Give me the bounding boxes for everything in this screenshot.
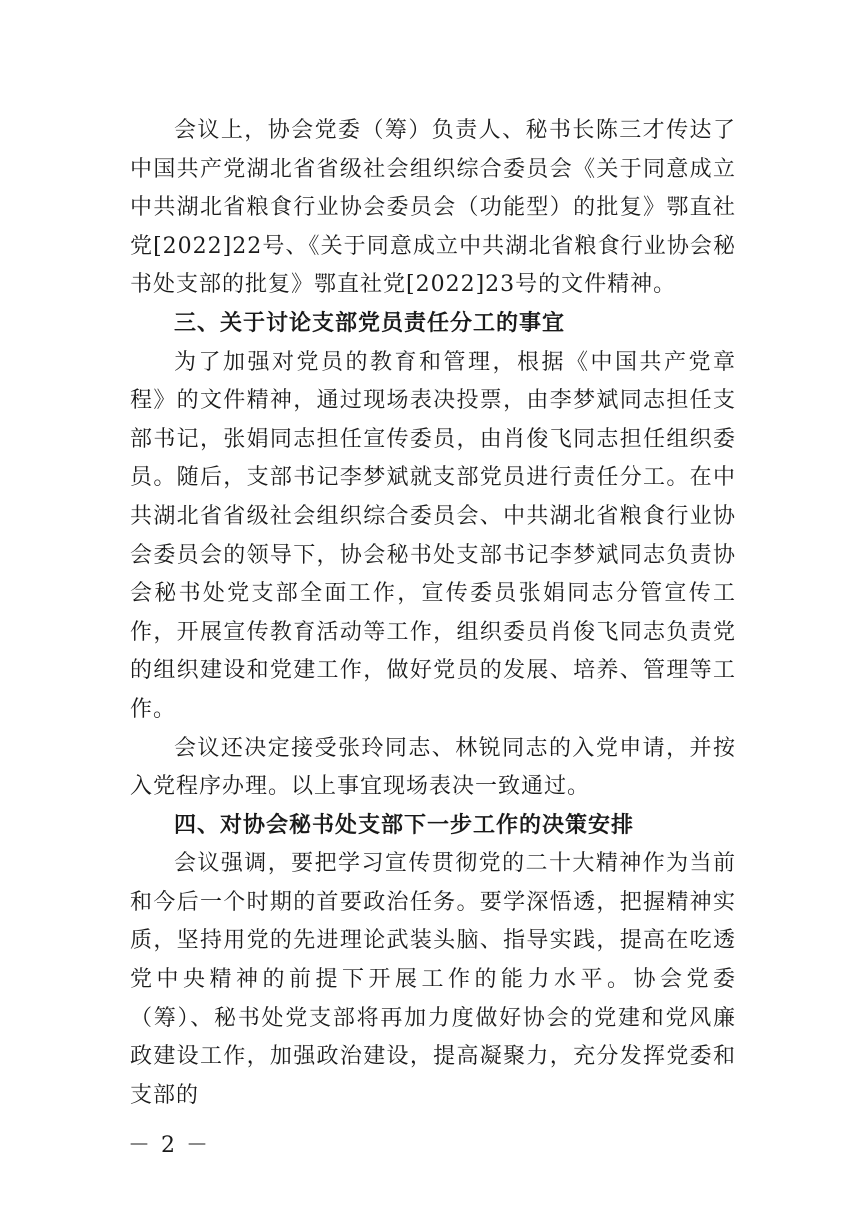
document-body [130, 112, 736, 1115]
section-heading-4: 四、对协会秘书处支部下一步工作的决策安排 [174, 812, 635, 838]
page-number: － 2 － [128, 1133, 210, 1158]
paragraph-responsibility-division: 为了加强对党员的教育和管理，根据《中国共产党章程》的文件精神，通过现场表决投票，由李梦斌同志担任支部书记，张娟同志担任宣传委员，由肖俊飞同志担任组织委员。随后，支部书记李梦斌就支部党员进行责任分工。在中共湖北省省级社会组织综合委员会、中共湖北省粮食行业协会委员会的领导下，协会秘书处支部书记李梦斌同志负责协会秘书处党支部全面工作，宣传委员张娟同志分管宣传工作，开展宣传教育活动等工作，组织委员肖俊飞同志负责党的组织建设和党建工作，做好党员的发展、培养、管理等工作。 [130, 349, 736, 722]
paragraph-next-steps: 会议强调，要把学习宣传贯彻党的二十大精神作为当前和今后一个时期的首要政治任务。要学深悟透，把握精神实质，坚持用党的先进理论武装头脑、指导实践，提高在吃透党中央精神的前提下开展工作的能力水平。协会党委（筹）、秘书处党支部将再加力度做好协会的党建和党风廉政建设工作，加强政治建设，提高凝聚力，充分发挥党委和支部的 [130, 851, 736, 1108]
paragraph-meeting-transmission: 会议上，协会党委（筹）负责人、秘书长陈三才传达了中国共产党湖北省省级社会组织综合委员会《关于同意成立中共湖北省粮食行业协会委员会（功能型）的批复》鄂直社党[2022]22号、《关于同意成立中共湖北省粮食行业协会秘书处支部的批复》鄂直社党[2022]23号的文件精神。 [130, 118, 736, 298]
section-heading-3: 三、关于讨论支部党员责任分工的事宜 [174, 310, 566, 336]
paragraph-membership-applications: 会议还决定接受张玲同志、林锐同志的入党申请，并按入党程序办理。以上事宜现场表决一致通过。 [130, 735, 736, 800]
